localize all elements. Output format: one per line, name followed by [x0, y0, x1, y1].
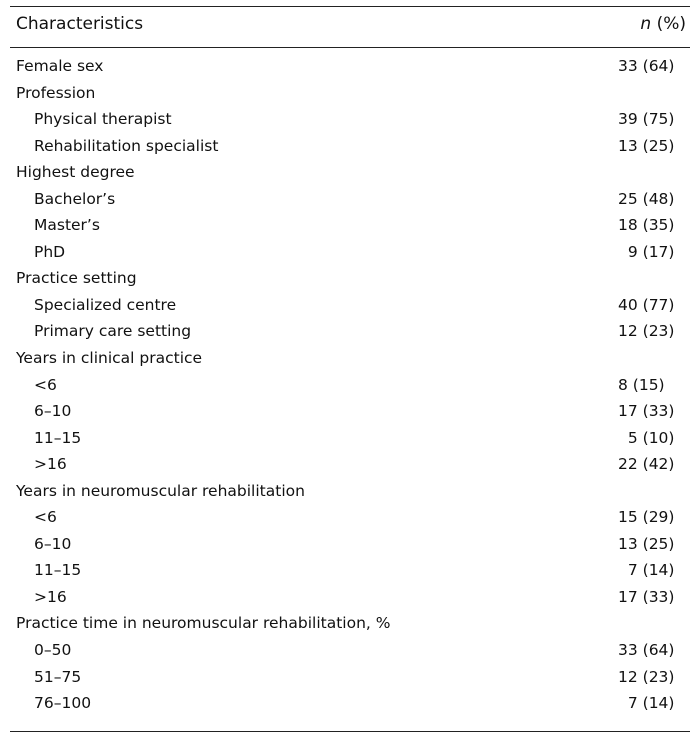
table-subrow — [0, 292, 700, 319]
table-subrow — [0, 664, 700, 691]
table-subrow — [0, 531, 700, 558]
row-value: 7 (14) — [618, 694, 675, 713]
row-label: Years in clinical practice — [16, 349, 203, 368]
row-value: 9 (17) — [618, 242, 675, 261]
row-value: 17 (33) — [618, 402, 675, 421]
table-subrow — [0, 212, 700, 239]
row-label: Practice time in neuromuscular rehabilitation, % — [16, 614, 391, 633]
row-value: 7 (14) — [618, 561, 675, 580]
row-value: 33 (64) — [618, 641, 675, 660]
header-percent: (%) — [651, 14, 686, 34]
row-value: 17 (33) — [618, 587, 675, 606]
table-row — [0, 265, 700, 292]
table-subrow — [0, 398, 700, 425]
row-value: 8 (15) — [618, 375, 665, 394]
row-label: Physical therapist — [34, 110, 172, 129]
header-characteristics: Characteristics — [16, 14, 144, 34]
table-top-rule — [10, 6, 690, 7]
row-value: 25 (48) — [618, 189, 675, 208]
table-bottom-rule — [10, 731, 690, 732]
table-subrow — [0, 186, 700, 213]
row-label: Highest degree — [16, 163, 135, 182]
row-value: 5 (10) — [618, 428, 675, 447]
table-subrow — [0, 584, 700, 611]
row-label: 51–75 — [34, 667, 82, 686]
row-label: Profession — [16, 83, 96, 102]
table-subrow — [0, 504, 700, 531]
row-value: 15 (29) — [618, 508, 675, 527]
table-header-row — [0, 14, 700, 44]
table-header-rule — [10, 47, 690, 48]
row-label: >16 — [34, 455, 67, 474]
table-subrow — [0, 372, 700, 399]
table-row — [0, 345, 700, 372]
row-label: 6–10 — [34, 402, 72, 421]
row-label: 0–50 — [34, 641, 72, 660]
row-label: Rehabilitation specialist — [34, 136, 219, 155]
table-row — [0, 159, 700, 186]
row-value: 40 (77) — [618, 295, 675, 314]
row-label: Practice setting — [16, 269, 137, 288]
row-label: <6 — [34, 508, 57, 527]
header-n-percent — [640, 14, 686, 34]
table-subrow — [0, 318, 700, 345]
row-value: 18 (35) — [618, 216, 675, 235]
table-subrow — [0, 637, 700, 664]
row-value: 12 (23) — [618, 322, 675, 341]
row-label: 76–100 — [34, 694, 92, 713]
table-body — [0, 53, 700, 717]
table-subrow — [0, 451, 700, 478]
table-subrow — [0, 239, 700, 266]
table-row — [0, 478, 700, 505]
row-label: Years in neuromuscular rehabilitation — [16, 481, 305, 500]
row-label: PhD — [34, 242, 66, 261]
table-subrow — [0, 690, 700, 717]
row-label: Bachelor’s — [34, 189, 116, 208]
table-subrow — [0, 133, 700, 160]
row-label: 11–15 — [34, 561, 82, 580]
row-label: 11–15 — [34, 428, 82, 447]
table-row — [0, 610, 700, 637]
table-row — [0, 80, 700, 107]
row-label: Primary care setting — [34, 322, 192, 341]
row-value: 33 (64) — [618, 57, 675, 75]
row-value: 12 (23) — [618, 667, 675, 686]
row-value: 13 (25) — [618, 136, 675, 155]
row-label: Female sex — [16, 57, 104, 75]
row-label: Specialized centre — [34, 295, 177, 314]
row-label: Master’s — [34, 216, 100, 235]
table-row — [0, 53, 700, 80]
row-value: 22 (42) — [618, 455, 675, 474]
row-label: 6–10 — [34, 534, 72, 553]
row-label: <6 — [34, 375, 57, 394]
table-subrow — [0, 557, 700, 584]
row-label: >16 — [34, 587, 67, 606]
row-value: 39 (75) — [618, 110, 675, 129]
header-n: n — [640, 14, 652, 34]
row-value: 13 (25) — [618, 534, 675, 553]
table-subrow — [0, 425, 700, 452]
table-subrow — [0, 106, 700, 133]
